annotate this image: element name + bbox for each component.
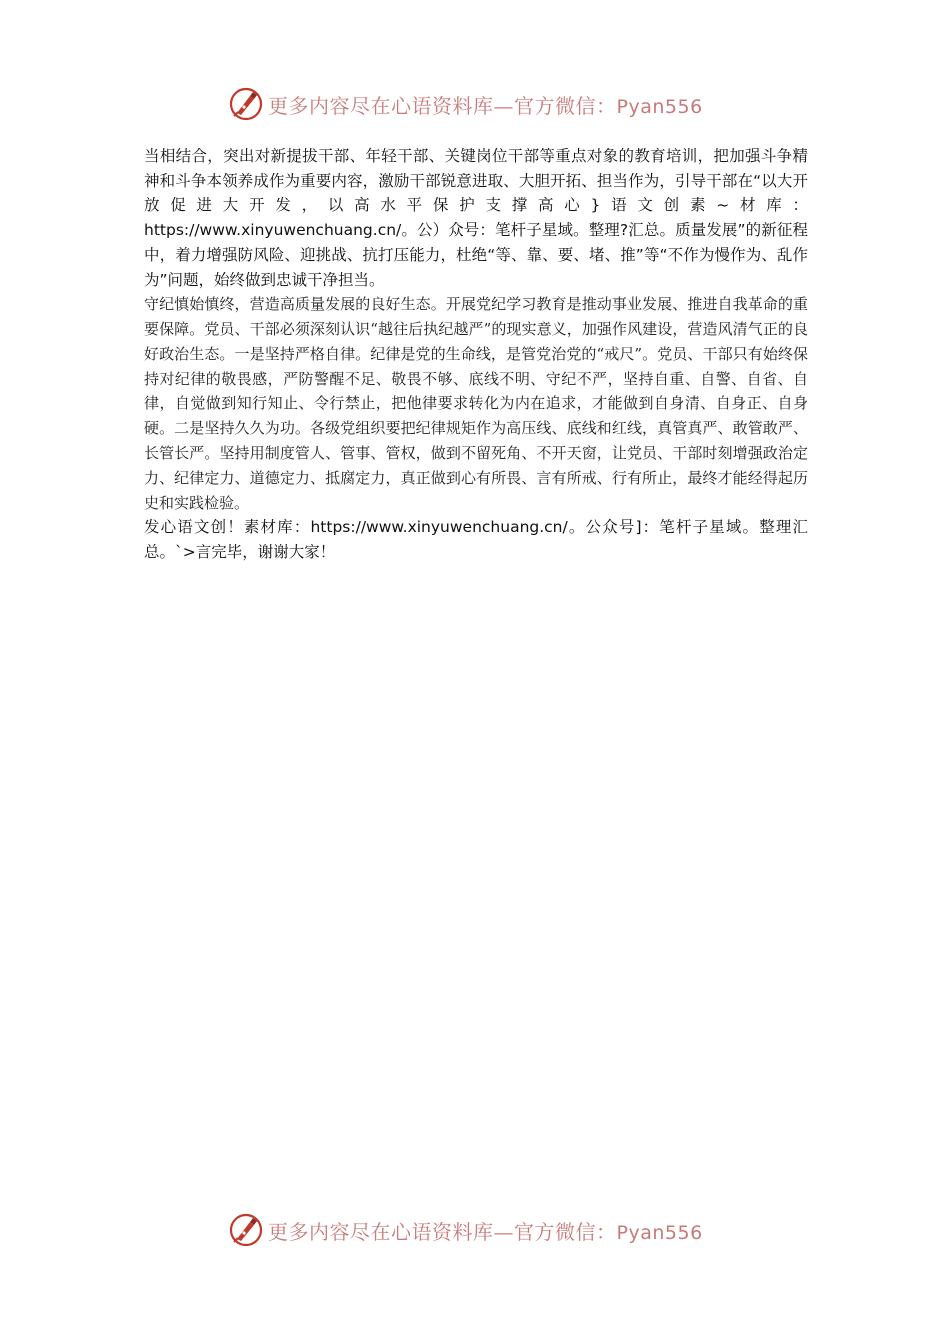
paragraph-3: 发心语文创！素材库：https://www.xinyuwenchuang.cn/。公众号]：笔杆子星域。整理汇总。`>言完毕，谢谢大家！	[144, 518, 808, 562]
paragraph-2: 守纪慎始慎终，营造高质量发展的良好生态。开展党纪学习教育是推动事业发展、推进自我革命的重要保障。党员、干部必须深刻认识“越往后执纪越严”的现实意义，加强作风建设，营造风清气正的良好政治生态。一是坚持严格自律。纪律是党的生命线，是管党治党的“戒尺”。党员、干部只有始终保持对纪律的敬畏感，严防警醒不足、敬畏不够、底线不明、守纪不严，坚持自重、自警、自省、自律，自觉做到知行知止、令行禁止，把他律要求转化为内在追求，才能做到自身清、自身正、自身硬。二是坚持久久为功。各级党组织要把纪律规矩作为高压线、底线和红线，真管真严、敢管敢严、长管长严。坚持用制度管人、管事、管权，做到不留死角、不开天窗，让党员、干部时刻增强政治定力、纪律定力、道德定力、抵腐定力，真正做到心有所畏、言有所戒、行有所止，最终才能经得起历史和实践检验。	[144, 295, 808, 512]
pen-nib-logo-icon	[228, 86, 264, 122]
footer-banner-text: 更多内容尽在心语资料库—官方微信：Pyan556	[268, 1219, 703, 1244]
document-body	[144, 144, 808, 565]
pen-nib-logo-icon	[228, 1212, 264, 1248]
footer-banner	[228, 1210, 728, 1250]
header-banner-text: 更多内容尽在心语资料库—官方微信：Pyan556	[268, 93, 703, 118]
paragraph-1: 当相结合，突出对新提拔干部、年轻干部、关键岗位干部等重点对象的教育培训，把加强斗争精神和斗争本领养成作为重要内容，激励干部锐意进取、大胆开拓、担当作为，引导干部在“以大开放促进大开发，以高水平保护支撑高心}语文创素~材库：https://www.xinyuwenchuang.cn/。公）众号：笔杆子星域。整理?汇总。质量发展”的新征程中，着力增强防风险、迎挑战、抗打压能力，杜绝“等、靠、要、堵、推”等“不作为慢作为、乱作为”问题，始终做到忠诚干净担当。	[144, 147, 808, 289]
header-banner	[228, 84, 728, 124]
